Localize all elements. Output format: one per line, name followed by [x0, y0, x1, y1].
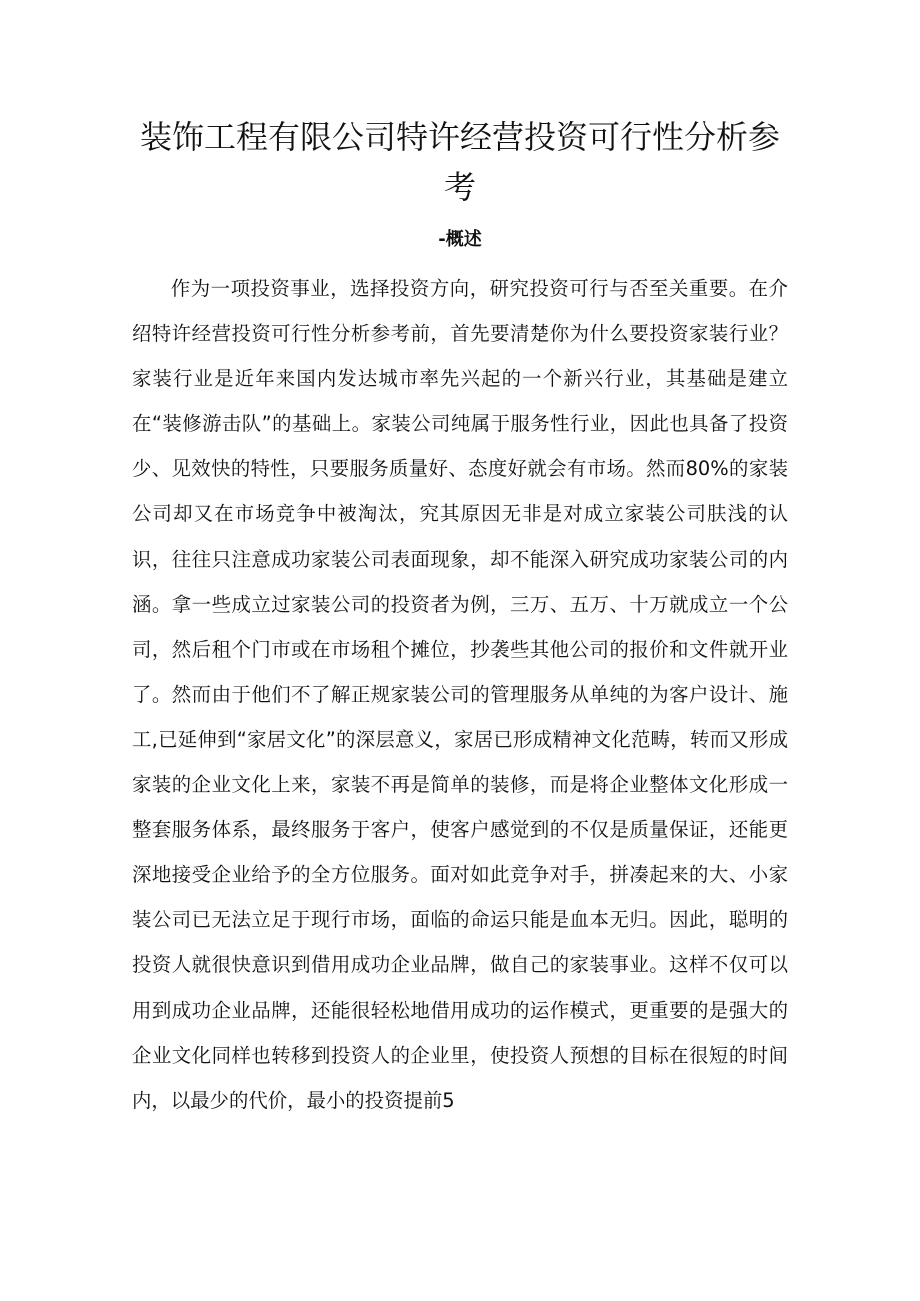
- body-paragraph: 作为一项投资事业，选择投资方向，研究投资可行与否至关重要。在介绍特许经营投资可行性分析参考前，首先要清楚你为什么要投资家装行业？家装行业是近年来国内发达城市率先兴起的一个新兴行业，其基础是建立在“装修游击队”的基础上。家装公司纯属于服务性行业，因此也具备了投资少、见效快的特性，只要服务质量好、态度好就会有市场。然而80%的家装公司却又在市场竞争中被淘汰，究其原因无非是对成立家装公司肤浅的认识，往往只注意成功家装公司表面现象，却不能深入研究成功家装公司的内涵。拿一些成立过家装公司的投资者为例，三万、五万、十万就成立一个公司，然后租个门市或在市场租个摊位，抄袭些其他公司的报价和文件就开业了。然而由于他们不了解正规家装公司的管理服务从单纯的为客户设计、施工,已延伸到“家居文化”的深层意义，家居已形成精神文化范畴，转而又形成家装的企业文化上来，家装不再是简单的装修，而是将企业整体文化形成一整套服务体系，最终服务于客户，使客户感觉到的不仅是质量保证，还能更深地接受企业给予的全方位服务。面对如此竞争对手，拼凑起来的大、小家装公司已无法立足于现行市场，面临的命运只能是血本无归。因此，聪明的投资人就很快意识到借用成功企业品牌，做自己的家装事业。这样不仅可以用到成功企业品牌，还能很轻松地借用成功的运作模式，更重要的是强大的企业文化同样也转移到投资人的企业里，使投资人预想的目标在很短的时间内，以最少的代价，最小的投资提前5: [132, 277, 788, 1112]
- section-heading: -概述: [438, 229, 482, 250]
- document-title: 装饰工程有限公司特许经营投资可行性分析参考: [139, 118, 780, 206]
